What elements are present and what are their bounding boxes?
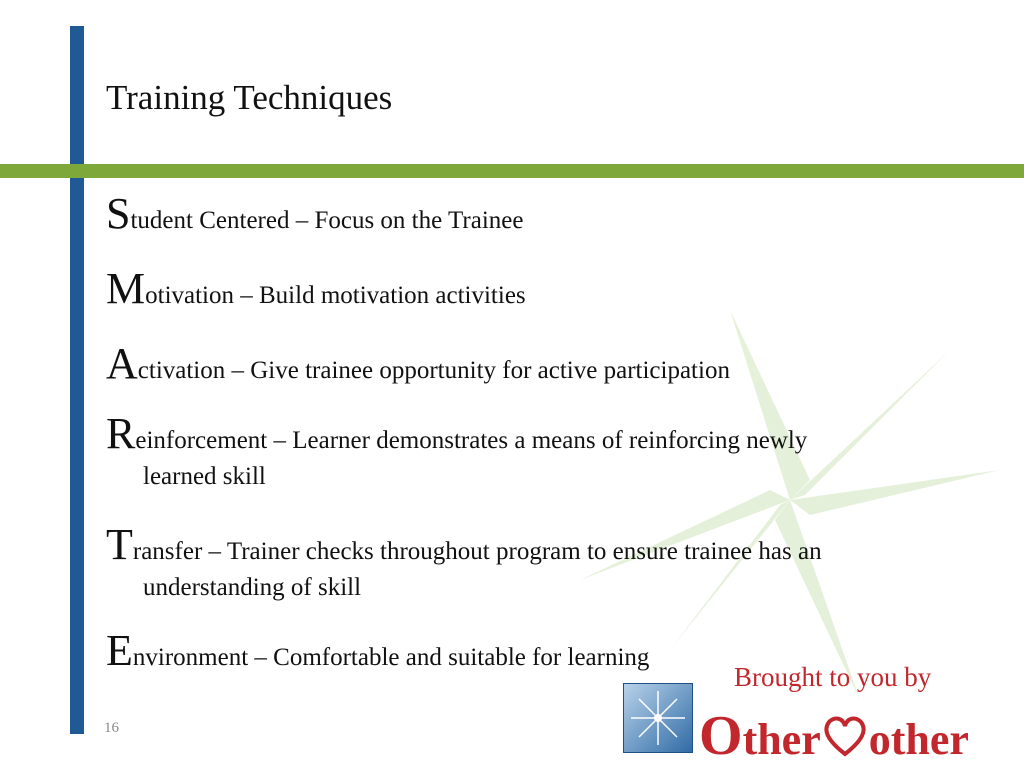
vertical-accent-bar xyxy=(70,26,84,734)
item-initial: E xyxy=(106,626,133,675)
list-item xyxy=(106,520,986,606)
item-continuation: understanding of skill xyxy=(143,574,362,601)
page-number: 16 xyxy=(104,720,119,736)
brand-logo xyxy=(699,704,969,768)
item-initial: A xyxy=(106,339,138,388)
item-text: otivation – Build motivation activities xyxy=(145,282,526,309)
item-text: einforcement – Learner demonstrates a means of reinforcing newly xyxy=(135,427,808,454)
star-logo-icon xyxy=(623,683,693,753)
logo-word-2: other xyxy=(868,715,969,764)
item-text: nvironment – Comfortable and suitable for learning xyxy=(132,644,650,671)
list-item xyxy=(106,409,986,495)
smarte-list xyxy=(106,189,986,676)
logo-initial: O xyxy=(699,705,743,767)
brought-to-you-by: Brought to you by xyxy=(734,662,932,692)
item-initial: S xyxy=(106,189,131,238)
list-item xyxy=(106,339,986,389)
item-initial: T xyxy=(106,520,133,569)
list-item xyxy=(106,189,986,239)
item-initial: R xyxy=(106,409,136,458)
item-initial: M xyxy=(106,264,146,313)
logo-word-1: ther xyxy=(742,715,821,764)
slide-title: Training Techniques xyxy=(106,78,393,117)
item-text: tudent Centered – Focus on the Trainee xyxy=(130,207,524,234)
list-item xyxy=(106,264,986,314)
item-text: ctivation – Give trainee opportunity for active participation xyxy=(137,357,730,384)
heart-icon xyxy=(821,714,869,758)
item-continuation: learned skill xyxy=(143,463,266,490)
item-text: ransfer – Trainer checks throughout program to ensure trainee has an xyxy=(132,538,822,565)
horizontal-accent-bar xyxy=(0,164,1024,178)
